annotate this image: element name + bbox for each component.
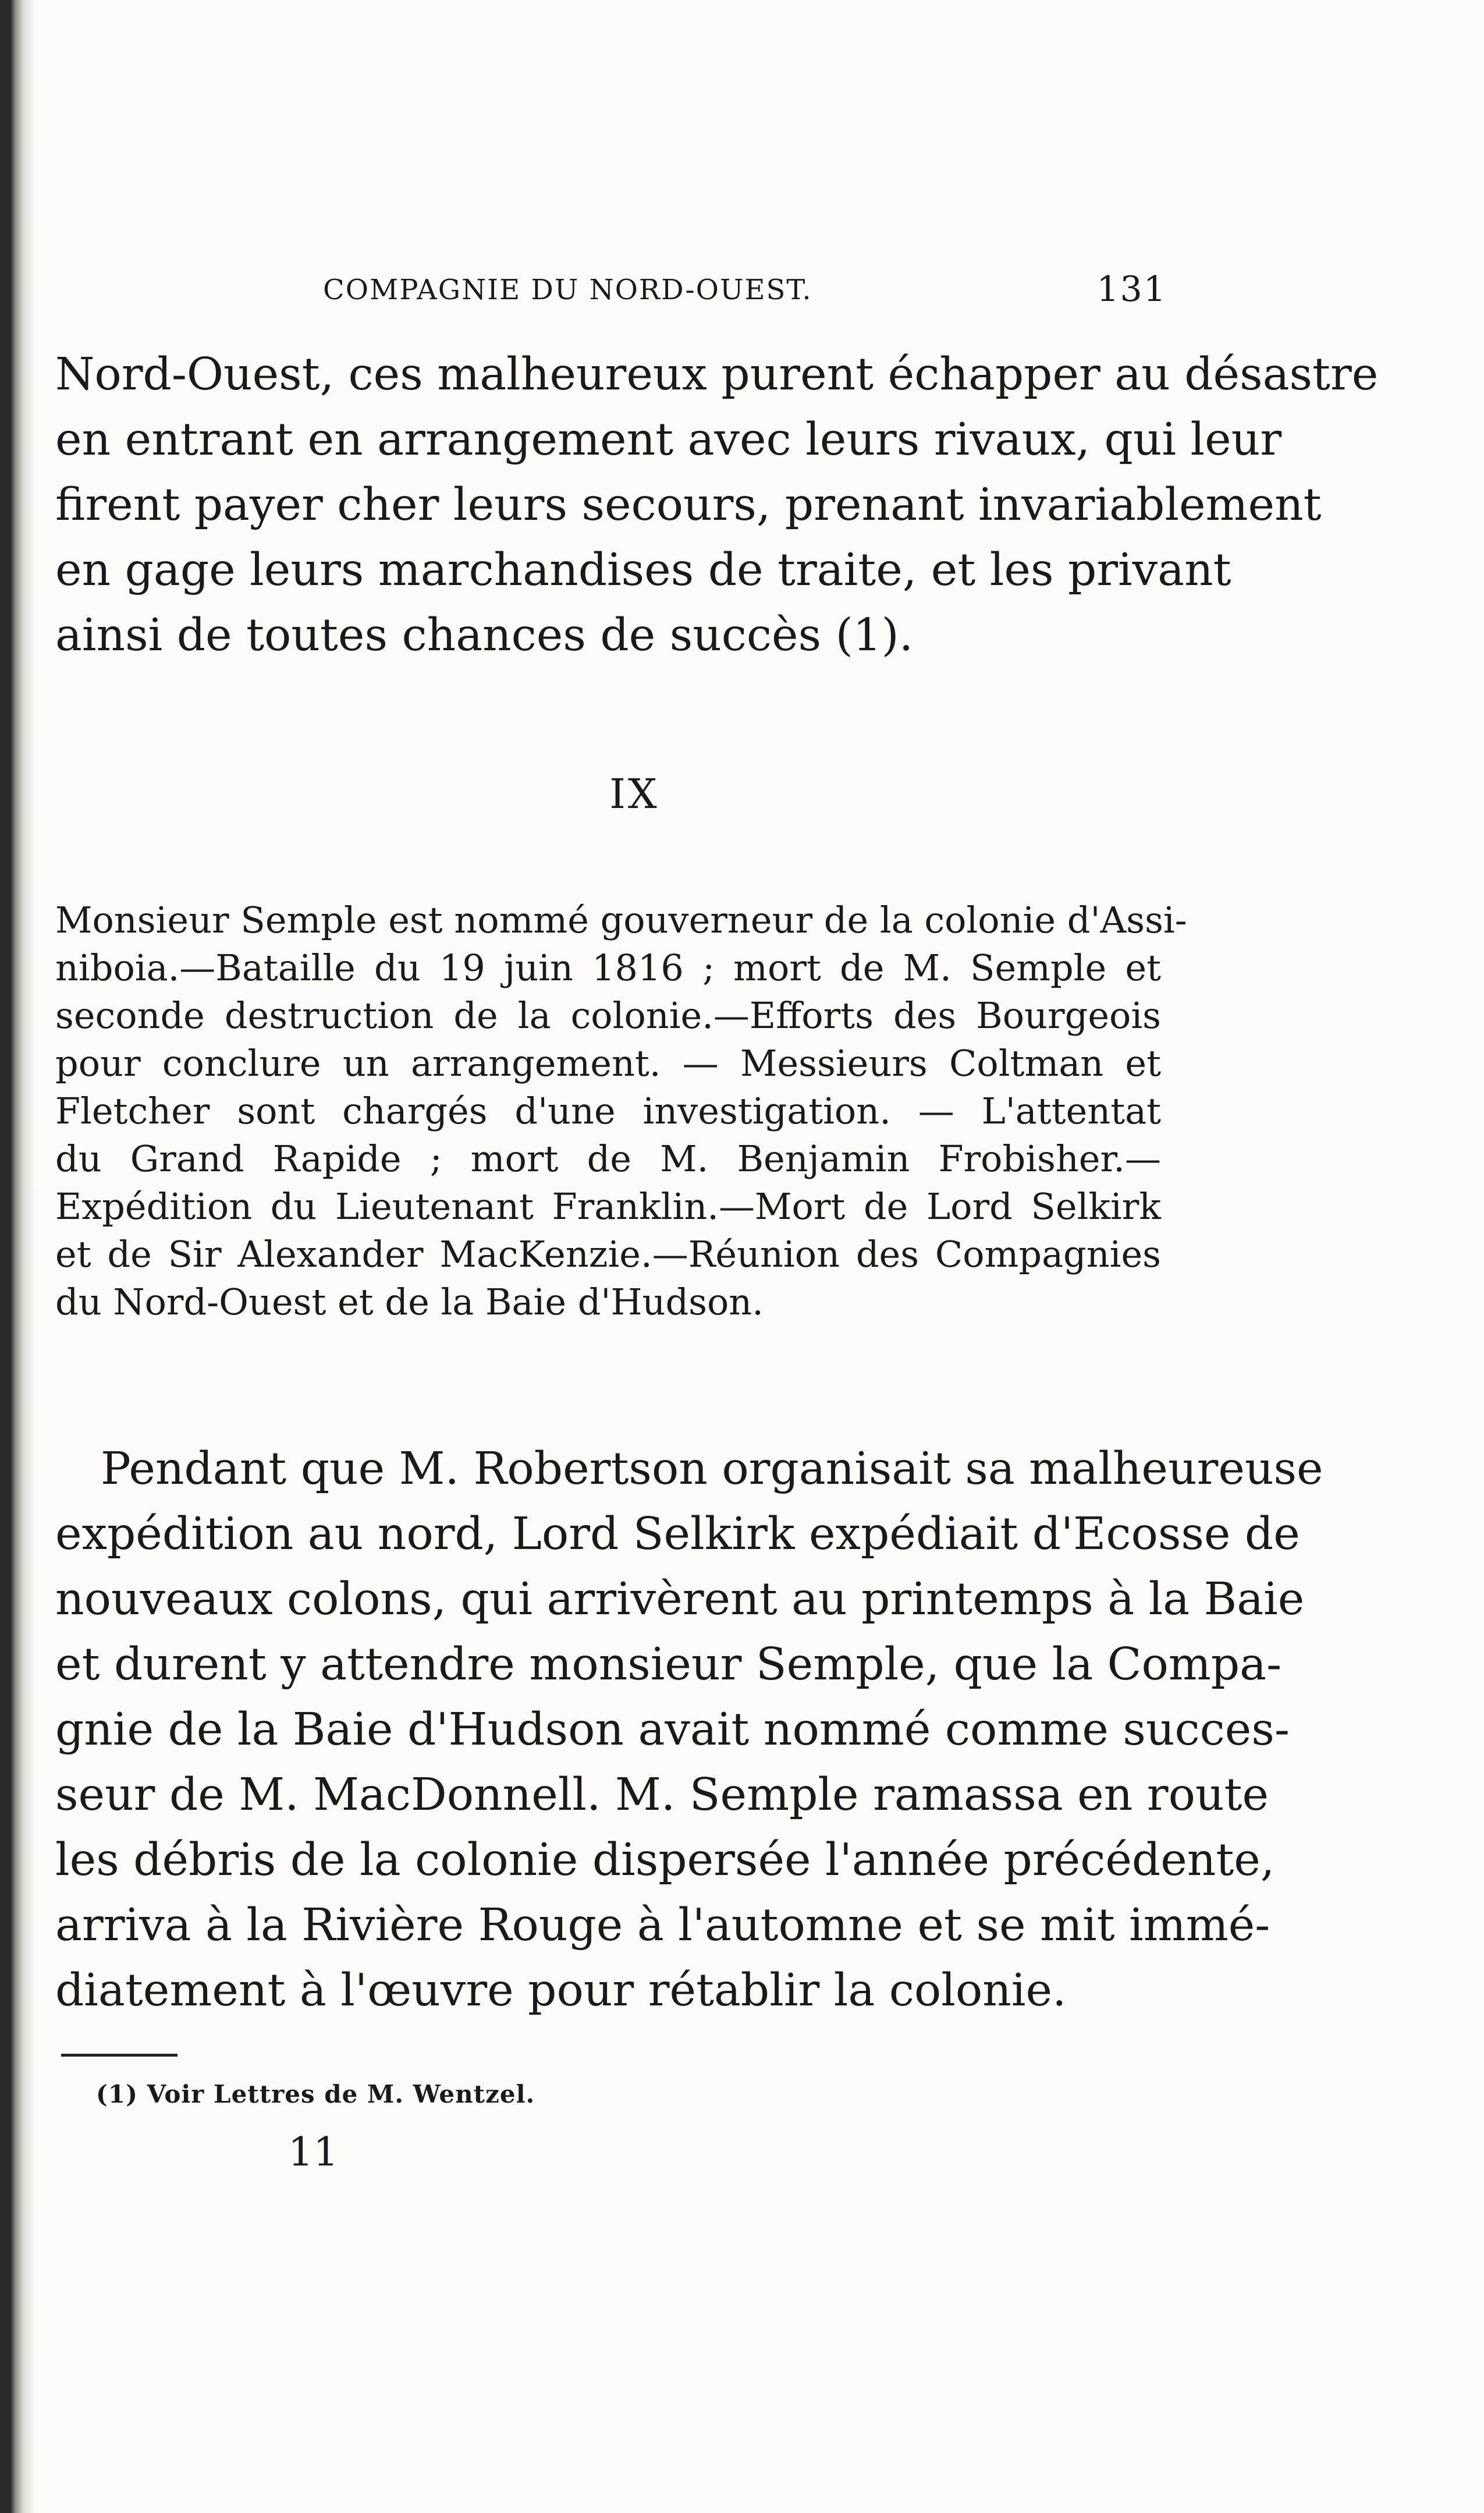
- text-line: nouveaux colons, qui arrivèrent au printemps à la Baie: [55, 1573, 1305, 1625]
- text-line: en gage leurs marchandises de traite, et les privant: [55, 544, 1231, 596]
- footnote: (1) Voir Lettres de M. Wentzel.: [96, 2080, 535, 2108]
- summary-line: du Nord-Ouest et de la Baie d'Hudson.: [55, 1281, 764, 1323]
- running-head-title: COMPAGNIE DU NORD-OUEST.: [323, 274, 812, 306]
- paragraph-continued: [55, 342, 1379, 668]
- chapter-number: IX: [609, 770, 659, 818]
- chapter-summary-text: [55, 896, 1187, 1326]
- summary-line: Fletcher sont chargés d'une investigation. — L'attentat: [55, 1090, 1161, 1132]
- text-line: ainsi de toutes chances de succès (1).: [55, 609, 914, 661]
- text-line: gnie de la Baie d'Hudson avait nommé comme succes-: [55, 1704, 1290, 1756]
- text-line: diatement à l'œuvre pour rétablir la colonie.: [55, 1965, 1067, 2016]
- book-page: [55, 269, 1379, 2175]
- text-line: les débris de la colonie dispersée l'année précédente,: [55, 1834, 1275, 1886]
- page-number: 131: [1096, 269, 1167, 310]
- text-line: firent payer cher leurs secours, prenant invariablement: [55, 479, 1322, 531]
- summary-line: et de Sir Alexander MacKenzie.—Réunion des Compagnies: [55, 1233, 1161, 1275]
- text-line: Pendant que M. Robertson organisait sa malheureuse: [101, 1443, 1323, 1495]
- summary-line: Monsieur Semple est nommé gouverneur de la colonie d'Assi-: [55, 899, 1187, 941]
- summary-line: Expédition du Lieutenant Franklin.—Mort de Lord Selkirk: [55, 1185, 1161, 1228]
- text-line: arriva à la Rivière Rouge à l'automne et se mit immé-: [55, 1899, 1270, 1951]
- signature-mark: 11: [288, 2129, 339, 2175]
- summary-line: pour conclure un arrangement. — Messieurs Coltman et: [55, 1042, 1161, 1084]
- text-line: expédition au nord, Lord Selkirk expédiait d'Ecosse de: [55, 1508, 1300, 1560]
- running-head: [55, 269, 1167, 320]
- paragraph-main: [55, 1437, 1323, 2023]
- summary-line: seconde destruction de la colonie.—Efforts des Bourgeois: [55, 994, 1161, 1037]
- text-line: en entrant en arrangement avec leurs rivaux, qui leur: [55, 414, 1282, 466]
- footnote-rule: [61, 2054, 177, 2057]
- summary-line: niboia.—Bataille du 19 juin 1816 ; mort de M. Semple et: [55, 947, 1161, 989]
- chapter-summary: [55, 896, 1187, 1326]
- text-line: Nord-Ouest, ces malheureux purent échapper au désastre: [55, 349, 1379, 400]
- binding-edge: [0, 0, 35, 2513]
- summary-line: du Grand Rapide ; mort de M. Benjamin Frobisher.—: [55, 1137, 1161, 1180]
- text-line: et durent y attendre monsieur Semple, que la Compa-: [55, 1639, 1282, 1690]
- text-line: seur de M. MacDonnell. M. Semple ramassa en route: [55, 1769, 1269, 1821]
